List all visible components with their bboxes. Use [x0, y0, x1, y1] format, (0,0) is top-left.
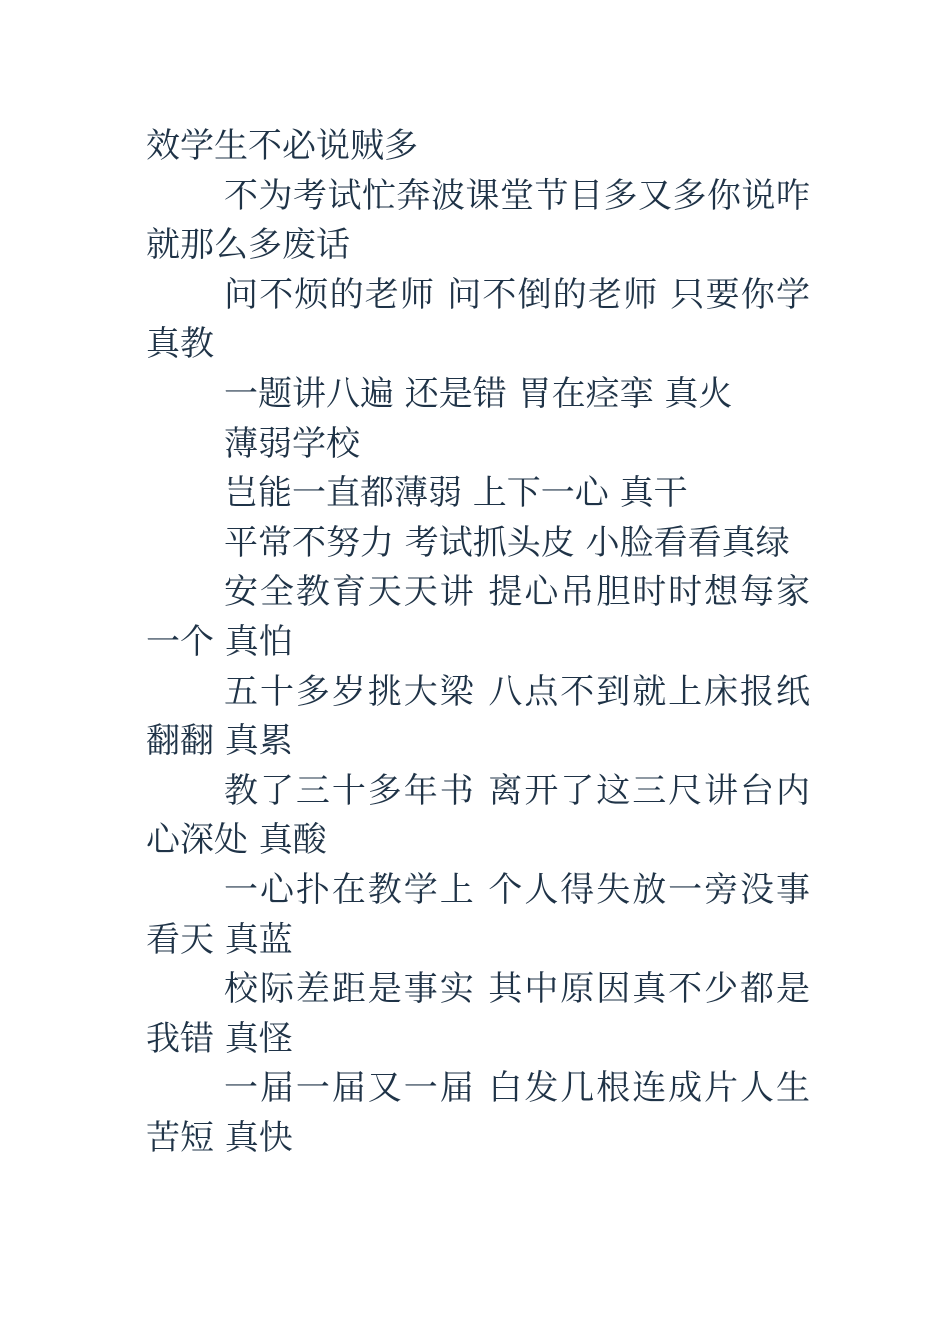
paragraph-3: 问不烦的老师 问不倒的老师 只要你学 真教: [146, 274, 810, 365]
paragraph-9: 五十多岁挑大梁 八点不到就上床报纸翻翻 真累: [146, 671, 810, 762]
paragraph-8: 安全教育天天讲 提心吊胆时时想每家一个 真怕: [146, 572, 810, 662]
paragraph-7: 平常不努力 考试抓头皮 小脸看看真绿: [224, 522, 790, 563]
poem-text-block: [146, 122, 810, 1163]
paragraph-5: 薄弱学校: [224, 423, 360, 464]
paragraph-1: 效学生不必说贼多: [146, 126, 418, 166]
paragraph-12: 校际差距是事实 其中原因真不少都是我错 真怪: [146, 969, 810, 1059]
paragraph-4: 一题讲八遍 还是错 胃在痉挛 真火: [224, 373, 733, 414]
paragraph-6: 岂能一直都薄弱 上下一心 真干: [224, 473, 688, 514]
paragraph-13: 一届一届又一届 白发几根连成片人生苦短 真快: [146, 1068, 810, 1158]
paragraph-11: 一心扑在教学上 个人得失放一旁没事看天 真蓝: [146, 869, 810, 960]
paragraph-10: 教了三十多年书 离开了这三尺讲台内心深处 真酸: [146, 770, 810, 861]
paragraph-2: 不为考试忙奔波课堂节目多又多你说咋就那么多废话: [146, 175, 810, 266]
